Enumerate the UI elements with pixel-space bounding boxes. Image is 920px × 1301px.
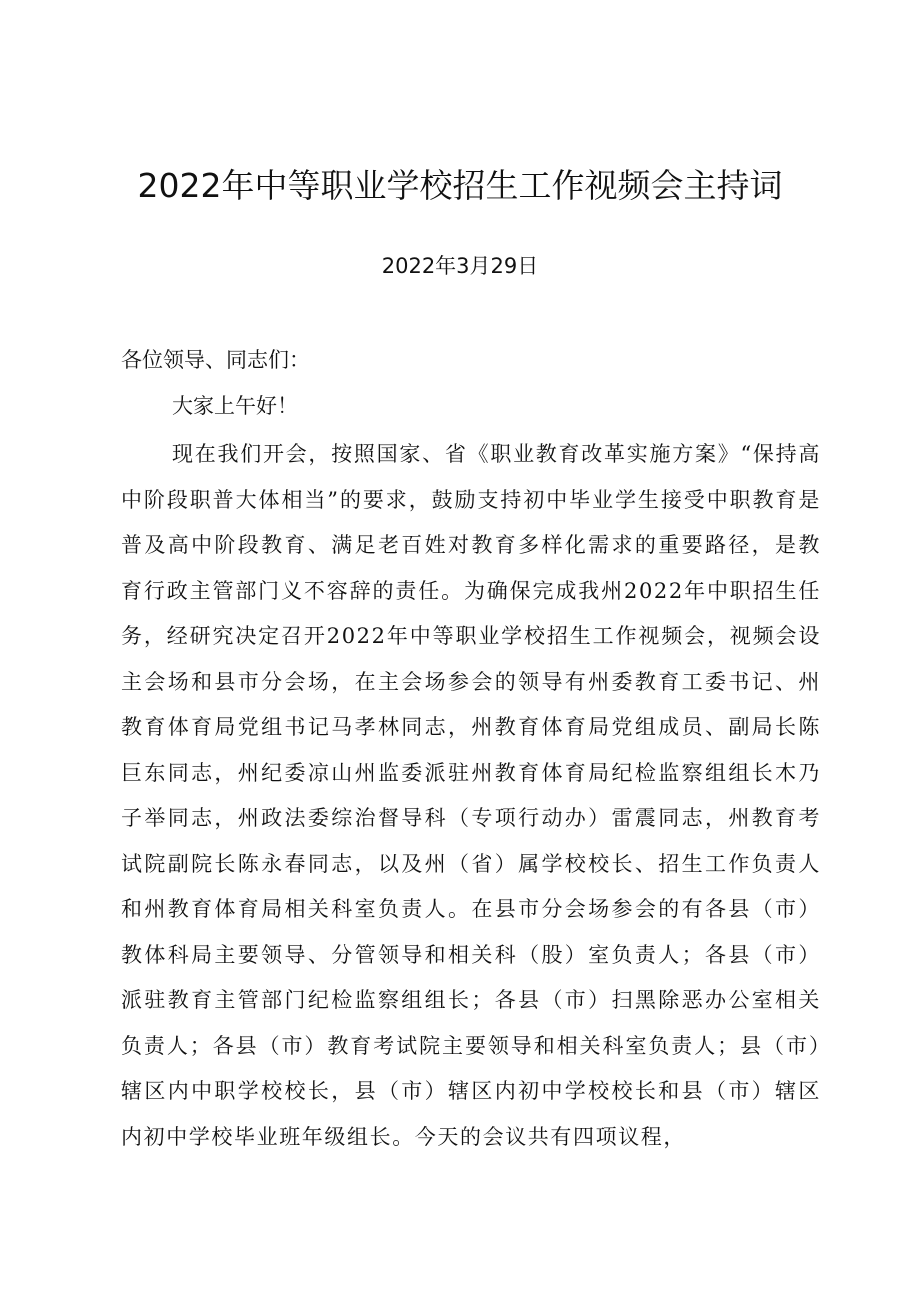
document-date: 2022年3月29日 bbox=[381, 254, 539, 278]
document-title: 2022年中等职业学校招生工作视频会主持词 bbox=[137, 166, 783, 205]
greeting: 大家上午好！ bbox=[172, 394, 298, 418]
body-paragraph: 现在我们开会，按照国家、省《职业教育改革实施方案》“保持高中阶段职普大体相当”的要求，鼓励支持初中毕业学生接受中职教育是普及高中阶段教育、满足老百姓对教育多样化需求的重要路径，是教育行政主管部门义不容辞的责任。为确保完成我州2022年中职招生任务，经研究决定召开2022年中等职业学校招生工作视频会，视频会设主会场和县市分会场，在主会场参会的领导有州委教育工委书记、州教育体育局党组书记马孝林同志，州教育体育局党组成员、副局长陈巨东同志，州纪委凉山州监委派驻州教育体育局纪检监察组组长木乃子举同志，州政法委综治督导科（专项行动办）雷震同志，州教育考试院副院长陈永春同志，以及州（省）属学校校长、招生工作负责人和州教育体育局相关科室负责人。在县市分会场参会的有各县（市）教体科局主要领导、分管领导和相关科（股）室负责人；各县（市）派驻教育主管部门纪检监察组组长；各县（市）扫黑除恶办公室相关负责人；各县（市）教育考试院主要领导和相关科室负责人；县（市）辖区内中职学校校长，县（市）辖区内初中学校校长和县（市）辖区内初中学校毕业班年级组长。今天的会议共有四项议程， bbox=[121, 442, 821, 1149]
salutation: 各位领导、同志们： bbox=[121, 348, 310, 372]
